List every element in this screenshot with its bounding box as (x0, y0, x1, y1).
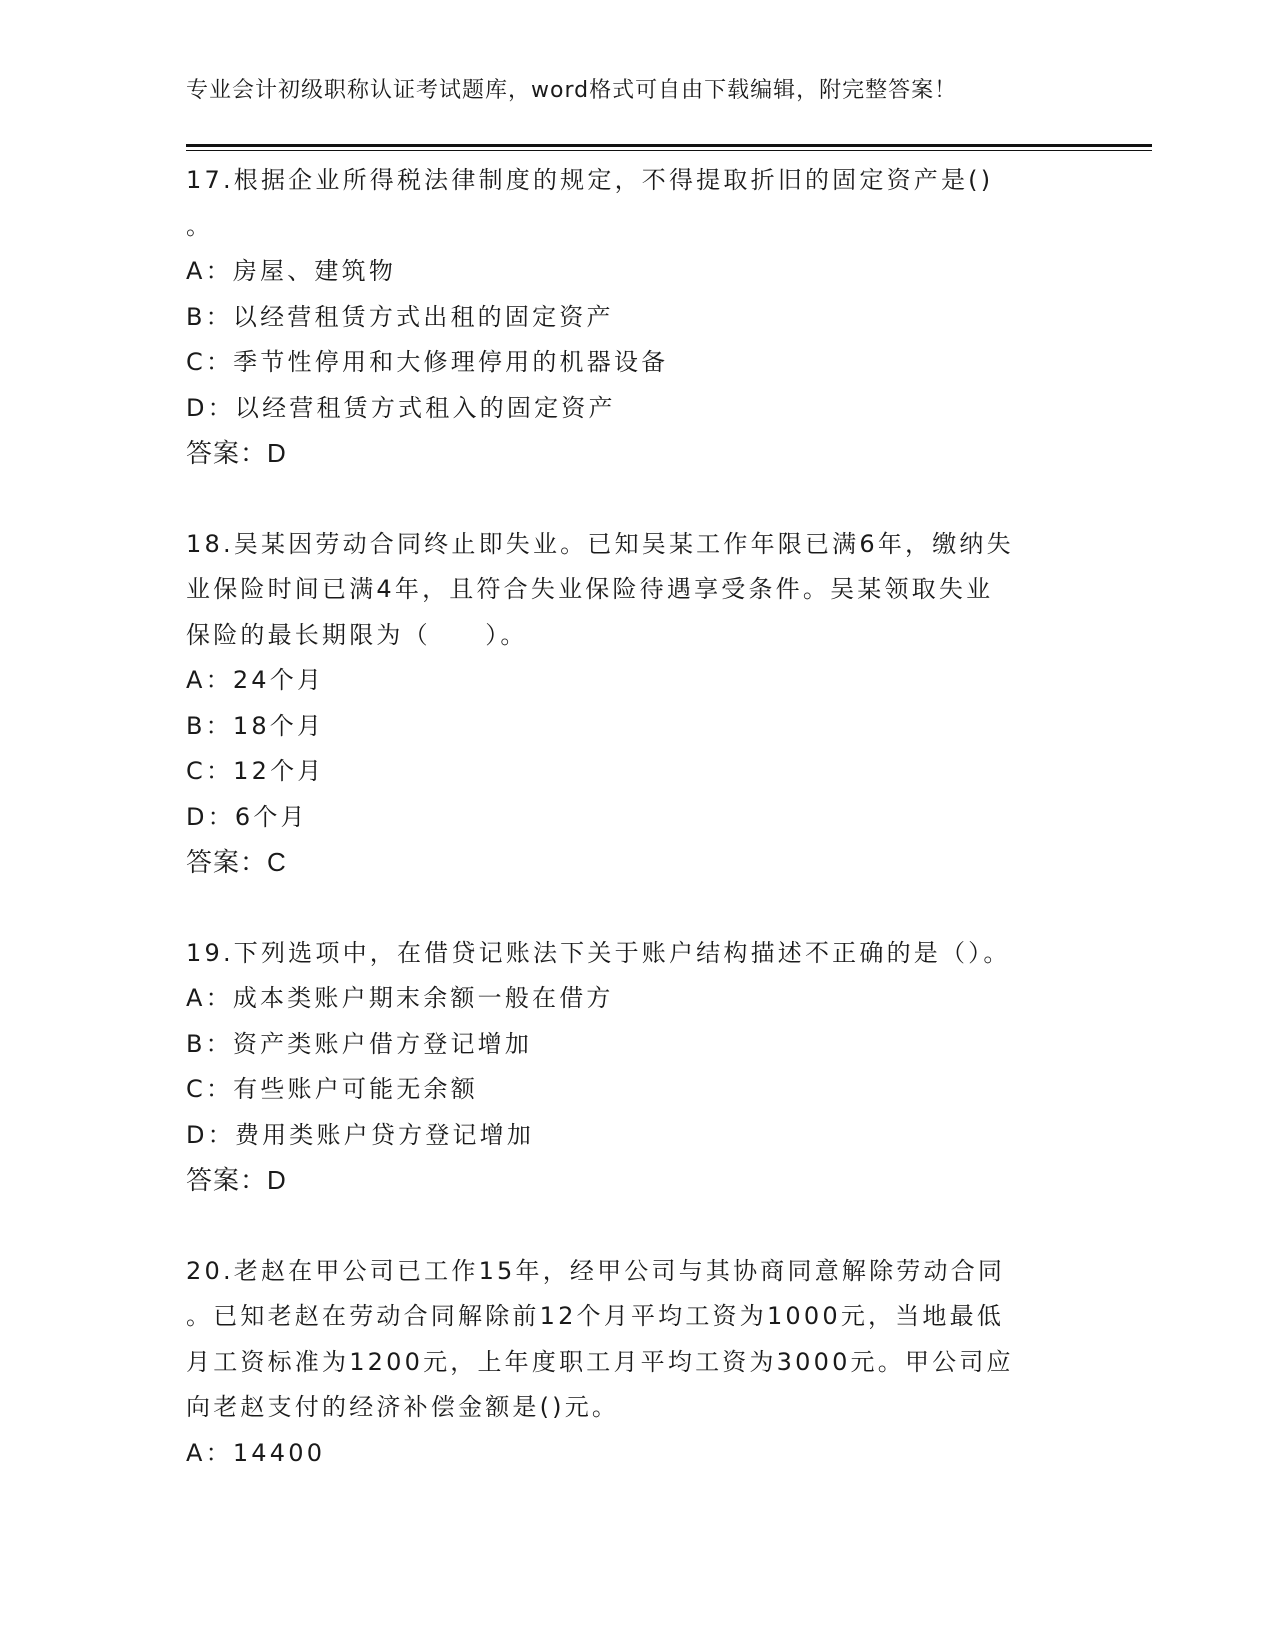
option-c: C：有些账户可能无余额 (186, 1075, 478, 1103)
stem-line: 保险的最长期限为（ ）。 (186, 620, 528, 649)
option-a: A：24个月 (186, 666, 325, 694)
question-stem (186, 522, 1086, 659)
stem-line: 向老赵支付的经济补偿金额是()元。 (186, 1393, 620, 1421)
answer-line: 答案：D (186, 1165, 287, 1195)
stem-line: 18.吴某因劳动合同终止即失业。已知吴某工作年限已满6年，缴纳失 (186, 529, 1014, 558)
question-19 (186, 931, 1086, 1204)
option-d: D：以经营租赁方式租入的固定资产 (186, 393, 616, 422)
option-a: A：成本类账户期末余额一般在借方 (186, 984, 614, 1012)
option-d: D：费用类账户贷方登记增加 (186, 1120, 535, 1149)
question-17 (186, 158, 1086, 477)
header-rule-thick (186, 144, 1152, 147)
spacer (186, 886, 1086, 931)
header-rule-thin (186, 150, 1152, 151)
stem-line: 20.老赵在甲公司已工作15年，经甲公司与其协商同意解除劳动合同 (186, 1256, 1006, 1285)
stem-line: 业保险时间已满4年，且符合失业保险待遇享受条件。吴某领取失业 (186, 575, 994, 603)
spacer (186, 1204, 1086, 1249)
option-a: A：14400 (186, 1438, 326, 1467)
question-20 (186, 1249, 1086, 1477)
option-c: C：12个月 (186, 757, 325, 785)
option-d: D：6个月 (186, 802, 308, 831)
stem-line: 17.根据企业所得税法律制度的规定，不得提取折旧的固定资产是() (186, 166, 994, 194)
question-stem (186, 1249, 1086, 1431)
page-header: 专业会计初级职称认证考试题库，word格式可自由下载编辑，附完整答案！ (186, 78, 958, 103)
option-b: B：资产类账户借方登记增加 (186, 1029, 533, 1058)
option-b: B：18个月 (186, 711, 325, 740)
answer-line: 答案：D (186, 438, 287, 468)
question-stem (186, 931, 1086, 977)
spacer (186, 477, 1086, 522)
stem-line: 月工资标准为1200元，上年度职工月平均工资为3000元。甲公司应 (186, 1347, 1014, 1376)
stem-line: 。 (186, 211, 214, 240)
question-18 (186, 522, 1086, 886)
option-b: B：以经营租赁方式出租的固定资产 (186, 302, 614, 331)
option-a: A：房屋、建筑物 (186, 257, 397, 285)
question-stem (186, 158, 1086, 249)
stem-line: 19.下列选项中，在借贷记账法下关于账户结构描述不正确的是（）。 (186, 938, 1011, 967)
stem-line: 。已知老赵在劳动合同解除前12个月平均工资为1000元，当地最低 (186, 1302, 1005, 1330)
questions-content (186, 158, 1086, 1476)
option-c: C：季节性停用和大修理停用的机器设备 (186, 348, 669, 376)
answer-line: 答案：C (186, 847, 287, 877)
